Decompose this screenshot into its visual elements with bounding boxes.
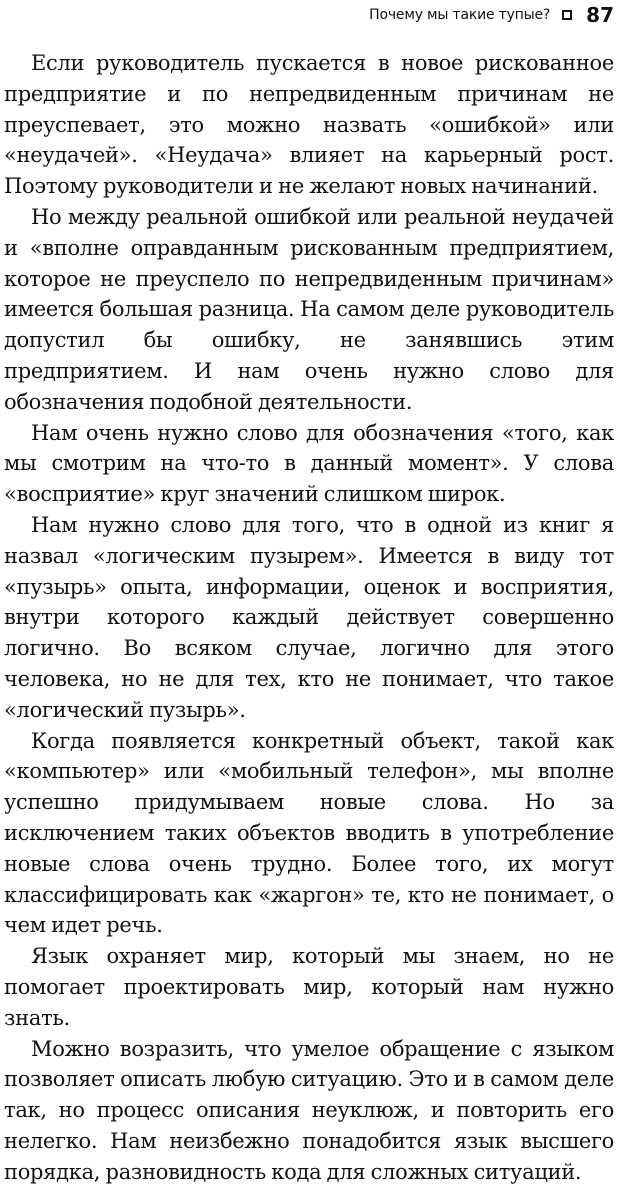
paragraph-3: Нам очень нужно слово для обозначения «того, как мы смотрим на что-то в данный момент». У слова «восприятие» круг значений слишком широк. [4, 418, 614, 510]
paragraph-7: Можно возразить, что умелое обращение с языком позволяет описать любую ситуацию. Это и в самом деле так, но процесс описания неуклюж, и повторить его нелегко. Нам неизбежно понадобится язык высшего порядка, разновидность кода для сложных ситуаций. [4, 1034, 614, 1187]
page-number: 87 [586, 3, 614, 27]
paragraph-6: Язык охраняет мир, который мы знаем, но не помогает проектировать мир, который нам нужно знать. [4, 941, 614, 1033]
paragraph-2: Но между реальной ошибкой или реальной неудачей и «вполне оправданным рискованным предприятием, которое не преуспело по непредвиденным причинам» имеется большая разница. На самом деле руководитель допустил бы ошибку, не занявшись этим предприятием. И нам очень нужно слово для обозначения подобной деятельности. [4, 202, 614, 418]
running-title: Почему мы такие тупые? [369, 7, 550, 23]
page-header [369, 3, 614, 27]
square-bullet-icon [562, 10, 572, 20]
body-text [4, 48, 614, 1187]
paragraph-5: Когда появляется конкретный объект, такой как «компьютер» или «мобильный телефон», мы вполне успешно придумываем новые слова. Но за исключением таких объектов вводить в употребление новые слова очень трудно. Более того, их могут классифицировать как «жаргон» те, кто не понимает, о чем идет речь. [4, 726, 614, 942]
paragraph-4: Нам нужно слово для того, что в одной из книг я назвал «логическим пузырем». Имеется в виду тот «пузырь» опыта, информации, оценок и восприятия, внутри которого каждый действует совершенно логично. Во всяком случае, логично для этого человека, но не для тех, кто не понимает, что такое «логический пузырь». [4, 510, 614, 726]
paragraph-1: Если руководитель пускается в новое рискованное предприятие и по непредвиденным причинам не преуспевает, это можно назвать «ошибкой» или «неудачей». «Неудача» влияет на карьерный рост. Поэтому руководители и не желают новых начинаний. [4, 48, 614, 202]
